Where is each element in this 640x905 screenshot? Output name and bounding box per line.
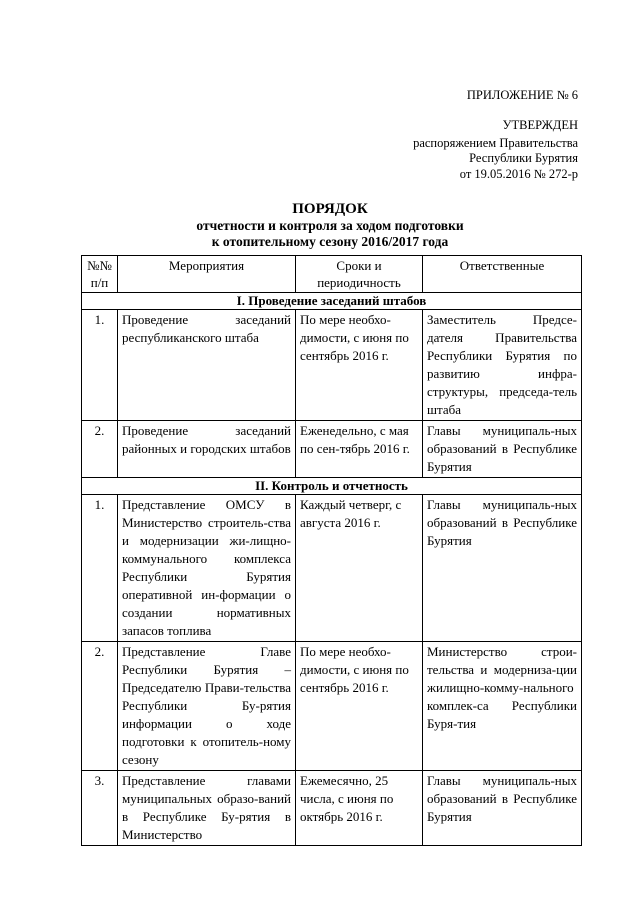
row-responsible: Главы муниципаль-ных образований в Республике Бурятия (423, 771, 582, 846)
table-row (82, 310, 582, 421)
row-term: По мере необхо-димости, с июня по сентябрь 2016 г. (296, 310, 423, 421)
row-responsible: Заместитель Предсе-дателя Правительства Республики Бурятия по развитию инфра-структуры, председа-тель штаба (423, 310, 582, 421)
row-num: 1. (82, 495, 118, 642)
section-heading-row (82, 293, 582, 310)
approval-line-4: от 19.05.2016 № 272-р (459, 166, 578, 181)
approval-line-1: УТВЕРЖДЕН (502, 118, 578, 132)
approval-block (318, 118, 578, 182)
row-measure: Представление ОМСУ в Министерство строитель-ства и модернизации жи-лищно-коммунального комплекса Республики Бурятия оперативной ин-формации о создании нормативных запасов топлива (118, 495, 296, 642)
header-num: №№ п/п (82, 256, 118, 293)
title-line-1: ПОРЯДОК (292, 201, 368, 217)
row-term: Ежемесячно, 25 числа, с июня по октябрь 2016 г. (296, 771, 423, 846)
title-line-2: отчетности и контроля за ходом подготовки (196, 218, 464, 233)
table-row (82, 642, 582, 771)
row-measure: Представление главами муниципальных образо-ваний в Республике Бу-рятия в Министерство (118, 771, 296, 846)
annex-label: ПРИЛОЖЕНИЕ № 6 (466, 88, 578, 102)
row-measure: Проведение заседаний республиканского штаба (118, 310, 296, 421)
table-header-row (82, 256, 582, 293)
document-title (80, 200, 580, 250)
section-heading: II. Контроль и отчетность (82, 478, 582, 495)
title-line-3: к отопительному сезону 2016/2017 года (211, 234, 449, 249)
table-row (82, 421, 582, 478)
schedule-table (81, 255, 582, 846)
row-term: Каждый четверг, с августа 2016 г. (296, 495, 423, 642)
row-num: 1. (82, 310, 118, 421)
header-measures: Мероприятия (118, 256, 296, 293)
row-measure: Проведение заседаний районных и городских штабов (118, 421, 296, 478)
table-row (82, 495, 582, 642)
row-responsible: Министерство строи-тельства и модерниза-ции жилищно-комму-нального комплек-са Республики Буря-тия (423, 642, 582, 771)
table-row (82, 771, 582, 846)
section-heading: I. Проведение заседаний штабов (82, 293, 582, 310)
header-responsible: Ответственные (423, 256, 582, 293)
row-measure: Представление Главе Республики Бурятия – Председателю Прави-тельства Республики Бу-рятия информации о ходе подготовки к отопитель-ному сезону (118, 642, 296, 771)
row-responsible: Главы муниципаль-ных образований в Республике Бурятия (423, 495, 582, 642)
section-heading-row (82, 478, 582, 495)
row-num: 3. (82, 771, 118, 846)
header-terms: Сроки и периодичность (296, 256, 423, 293)
row-num: 2. (82, 421, 118, 478)
row-responsible: Главы муниципаль-ных образований в Республике Бурятия (423, 421, 582, 478)
row-term: Еженедельно, с мая по сен-тябрь 2016 г. (296, 421, 423, 478)
approval-line-2: распоряжением Правительства (413, 135, 578, 150)
approval-line-3: Республики Бурятия (469, 151, 578, 165)
row-term: По мере необхо-димости, с июня по сентябрь 2016 г. (296, 642, 423, 771)
row-num: 2. (82, 642, 118, 771)
